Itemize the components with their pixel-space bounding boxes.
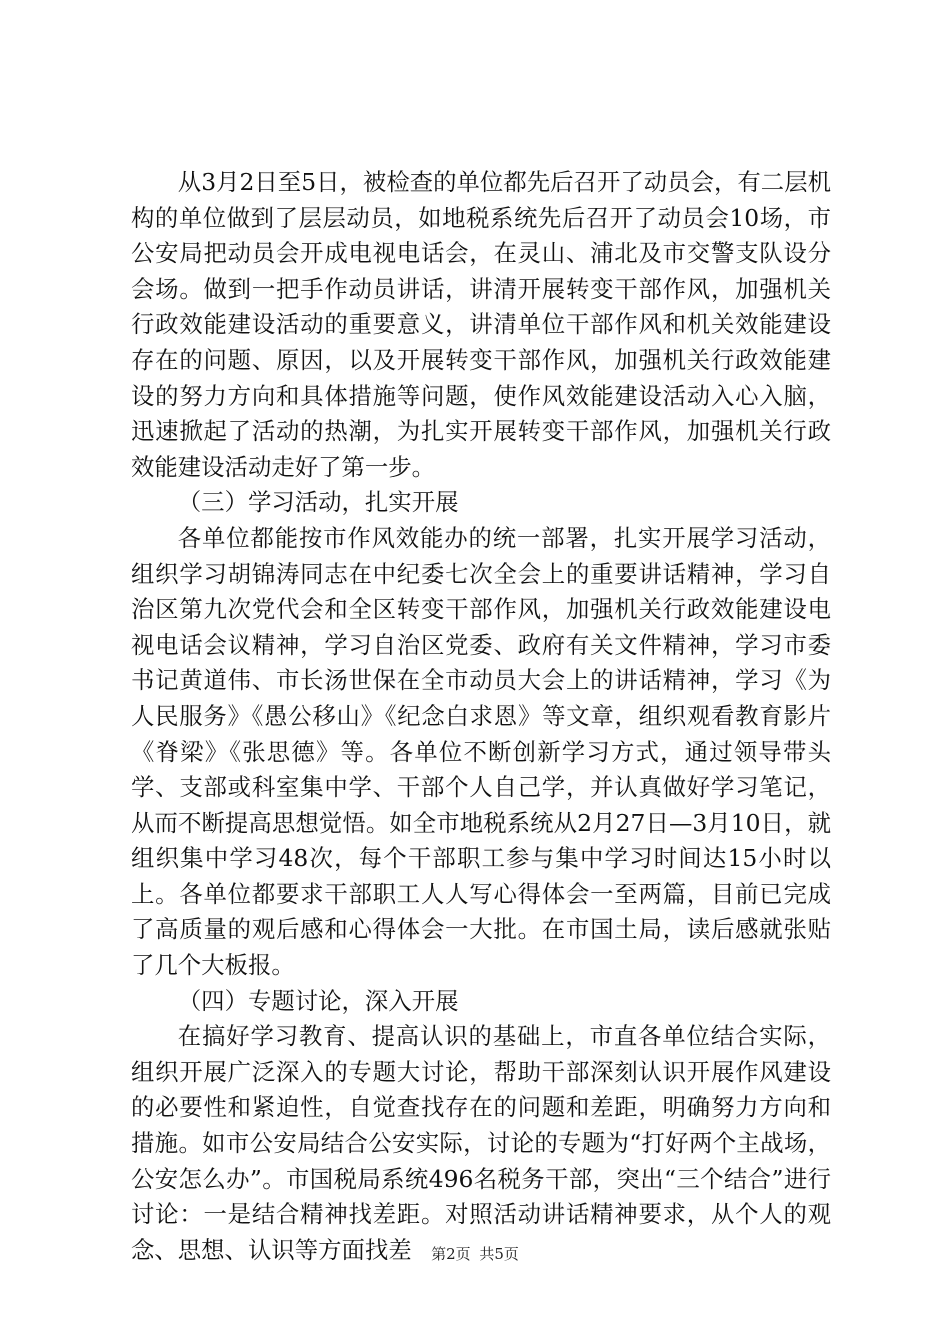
paragraph-mobilization: 从3月2日至5日，被检查的单位都先后召开了动员会，有二层机构的单位做到了层层动员，如地税系统先后召开了动员会10场，市公安局把动员会开成电视电话会，在灵山、浦北及市交警支队设分会场。做到一把手作动员讲话，讲清开展转变干部作风，加强机关行政效能建设活动的重要意义，讲清单位干部作风和机关效能建设存在的问题、原因，以及开展转变干部作风，加强机关行政效能建设的努力方向和具体措施等问题，使作风效能建设活动入心入脑，迅速掀起了活动的热潮，为扎实开展转变干部作风，加强机关行政效能建设活动走好了第一步。 [131, 168, 831, 481]
section-heading-discussion: （四）专题讨论，深入开展 [177, 986, 459, 1015]
page-total: 共5页 [479, 1245, 519, 1263]
document-body [131, 165, 831, 1268]
page-number: 第2页 [431, 1245, 471, 1263]
page-footer [0, 1244, 950, 1264]
paragraph-study-activities: 各单位都能按市作风效能办的统一部署，扎实开展学习活动，组织学习胡锦涛同志在中纪委七次全会上的重要讲话精神，学习自治区第九次党代会和全区转变干部作风，加强机关行政效能建设电视电话会议精神，学习自治区党委、政府有关文件精神，学习市委书记黄道伟、市长汤世保在全市动员大会上的讲话精神，学习《为人民服务》《愚公移山》《纪念白求恩》等文章，组织观看教育影片《脊梁》《张思德》等。各单位不断创新学习方式，通过领导带头学、支部或科室集中学、干部个人自己学，并认真做好学习笔记，从而不断提高思想觉悟。如全市地税系统从2月27日—3月10日，就组织集中学习48次，每个干部职工参与集中学习时间达15小时以上。各单位都要求干部职工人人写心得体会一至两篇，目前已完成了高质量的观后感和心得体会一大批。在市国土局，读后感就张贴了几个大板报。 [131, 523, 831, 980]
paragraph-discussion: 在搞好学习教育、提高认识的基础上，市直各单位结合实际，组织开展广泛深入的专题大讨论，帮助干部深刻认识开展作风建设的必要性和紧迫性，自觉查找存在的问题和差距，明确努力方向和措施。如市公安局结合公安实际，讨论的专题为“打好两个主战场，公安怎么办”。市国税局系统496名税务干部，突出“三个结合”进行讨论：一是结合精神找差距。对照活动讲话精神要求，从个人的观念、思想、认识等方面找差 [131, 1022, 831, 1264]
section-heading-study: （三）学习活动，扎实开展 [177, 488, 459, 517]
